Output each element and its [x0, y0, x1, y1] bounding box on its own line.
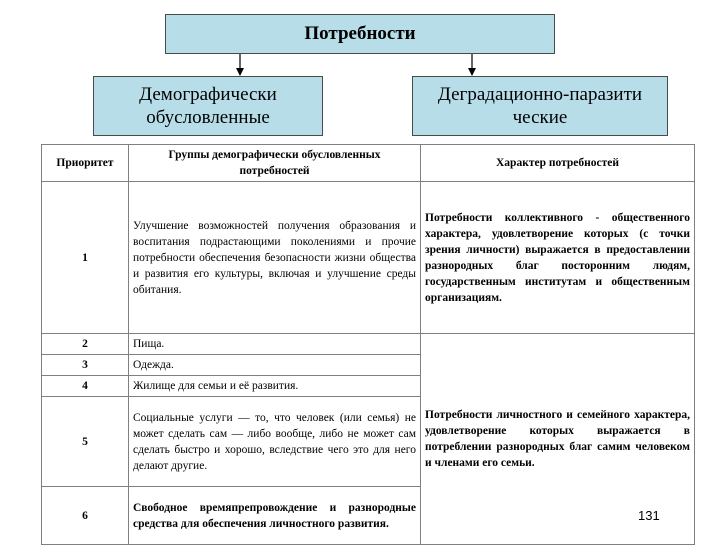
degradation-title: Деградационно-паразити ческие	[437, 84, 643, 128]
priority-cell: 3	[42, 355, 129, 376]
header-character: Характер потребностей	[421, 145, 695, 182]
needs-box	[165, 14, 555, 54]
priority-cell: 2	[42, 334, 129, 355]
character-personal-cell: Потребности личностного и семейного характера, удовлетворение которых выражается в потреблении разнородных благ самим человеком и членами его семьи.	[421, 334, 695, 545]
table-header-row	[42, 145, 695, 182]
page-number: 131	[638, 508, 660, 523]
table-row	[42, 182, 695, 334]
needs-table	[41, 144, 695, 545]
demographic-title: Демографически обусловленные	[139, 84, 277, 128]
group-cell: Улучшение возможностей получения образования и воспитания подрастающими поколениями и прочие потребности обеспечения безопасности жизни общества и развития его культуры, включая и улучшение среды обитания.	[129, 182, 421, 334]
demographic-box	[93, 76, 323, 136]
priority-cell: 1	[42, 182, 129, 334]
group-cell: Социальные услуги — то, что человек (или семья) не может сделать сам — либо вообще, либо не может сам сделать быстро и хорошо, вследствие чего это для него делают другие.	[129, 397, 421, 487]
group-cell: Жилище для семьи и её развития.	[129, 376, 421, 397]
header-groups: Группы демографически обусловленных потребностей	[129, 145, 421, 182]
arrow-to-right-box	[468, 68, 476, 76]
table-row	[42, 334, 695, 355]
group-cell: Пища.	[129, 334, 421, 355]
priority-cell: 6	[42, 487, 129, 545]
character-collective-cell: Потребности коллективного - общественного характера, удовлетворение которых (с точки зрения личности) выражается в предоставлении разнородных благ посторонним людям, государственным институтам и общественным организациям.	[421, 182, 695, 334]
arrow-to-left-box	[236, 68, 244, 76]
priority-cell: 4	[42, 376, 129, 397]
needs-title: Потребности	[304, 23, 416, 44]
degradation-box	[412, 76, 668, 136]
header-priority: Приоритет	[42, 145, 129, 182]
priority-cell: 5	[42, 397, 129, 487]
group-cell: Одежда.	[129, 355, 421, 376]
group-cell: Свободное времяпрепровождение и разнородные средства для обеспечения личностного развития.	[129, 487, 421, 545]
